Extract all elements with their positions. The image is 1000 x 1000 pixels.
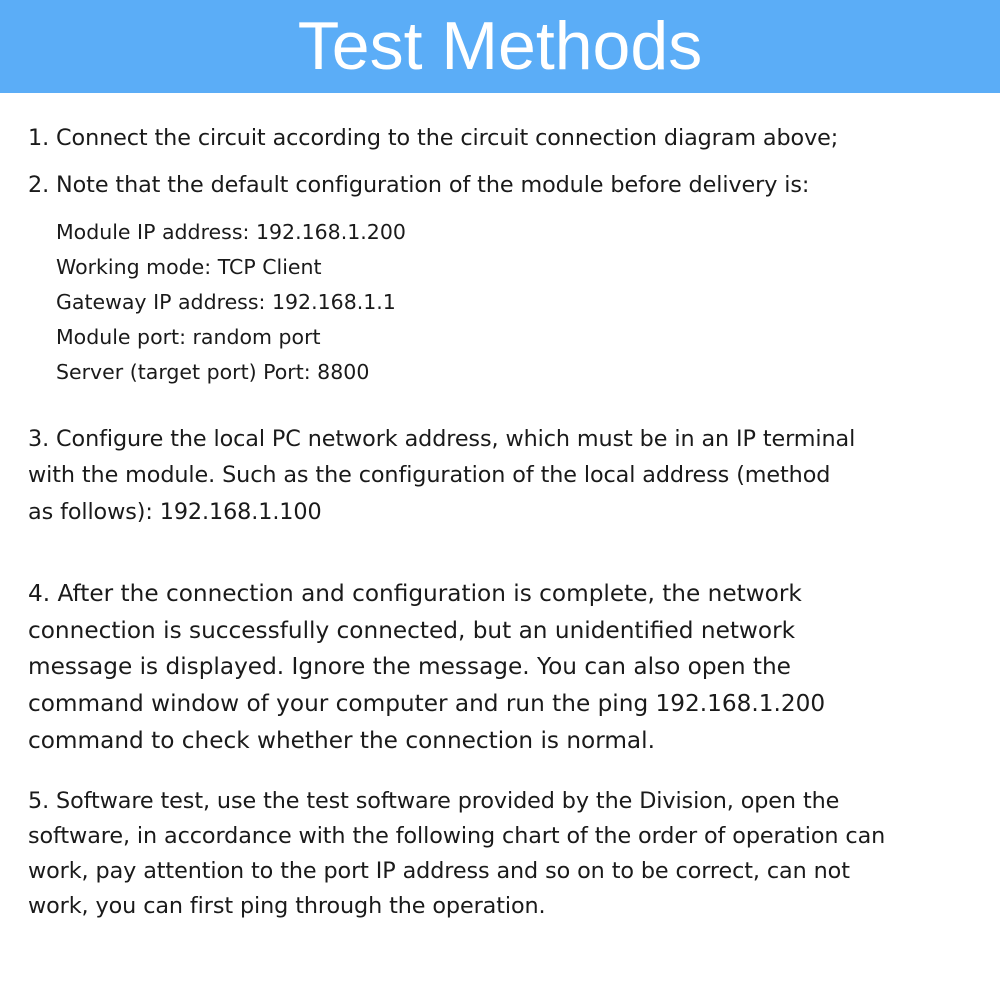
config-item: Working mode: TCP Client bbox=[56, 255, 322, 279]
config-item: Module port: random port bbox=[56, 325, 321, 349]
step-4-line: command to check whether the connection is normal. bbox=[28, 727, 655, 754]
config-item: Gateway IP address: 192.168.1.1 bbox=[56, 290, 396, 314]
step-5-line: work, you can first ping through the operation. bbox=[28, 893, 546, 919]
step-5-line: 5. Software test, use the test software provided by the Division, open the bbox=[28, 788, 840, 814]
config-item: Module IP address: 192.168.1.200 bbox=[56, 220, 406, 244]
step-5-line: work, pay attention to the port IP address and so on to be correct, can not bbox=[28, 858, 850, 884]
step-1-line: 1. Connect the circuit according to the circuit connection diagram above; bbox=[28, 125, 839, 151]
step-3-line: 3. Configure the local PC network address, which must be in an IP terminal bbox=[28, 426, 856, 452]
step-4-line: command window of your computer and run the ping 192.168.1.200 bbox=[28, 690, 826, 717]
step-2-line: 2. Note that the default configuration of the module before delivery is: bbox=[28, 172, 810, 198]
step-5-line: software, in accordance with the following chart of the order of operation can bbox=[28, 823, 886, 849]
page-title: Test Methods bbox=[297, 7, 703, 84]
step-3-line: as follows): 192.168.1.100 bbox=[28, 499, 322, 525]
config-item: Server (target port) Port: 8800 bbox=[56, 360, 370, 384]
step-4-line: 4. After the connection and configuration is complete, the network bbox=[28, 580, 802, 607]
step-4-line: message is displayed. Ignore the message. You can also open the bbox=[28, 653, 791, 680]
step-3-line: with the module. Such as the configuration of the local address (method bbox=[28, 462, 831, 488]
step-4-line: connection is successfully connected, but an unidentified network bbox=[28, 617, 796, 644]
